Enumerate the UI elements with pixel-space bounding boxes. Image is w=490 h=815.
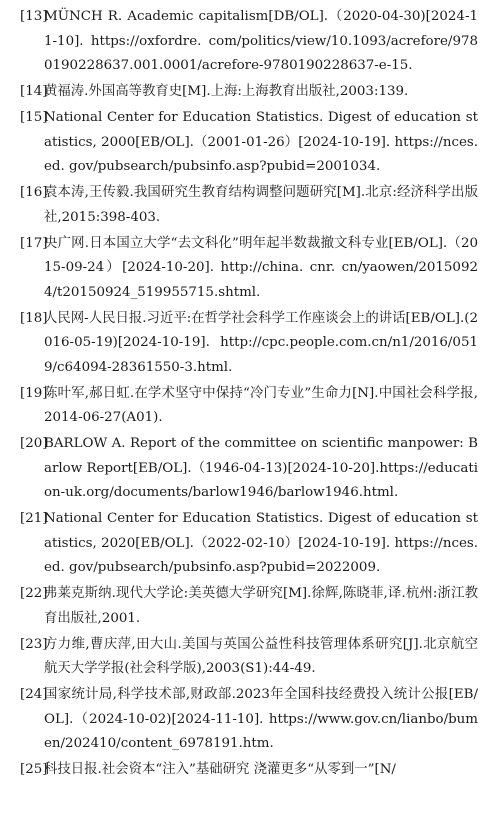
reference-text: 袁本涛,王传毅.我国研究生教育结构调整问题研究[M].北京:经济科学出版社,2015:398-403. [44, 185, 478, 225]
reference-number: [18] [20, 310, 48, 326]
reference-number: [23] [20, 636, 48, 652]
reference-number: [25] [20, 762, 48, 777]
reference-item [22, 307, 478, 381]
reference-text: 黄福涛.外国高等教育史[M].上海:上海教育出版社,2003:139. [44, 84, 409, 99]
reference-text: 央广网.日本国立大学“去文科化”明年起半数裁撤文科专业[EB/OL].（2015-09-24）[2024-10-20]. http://china. cnr. cn/yaowen/20150924/t20150924_519955715.shtml. [44, 235, 478, 300]
reference-number: [20] [20, 436, 48, 451]
reference-text: 科技日报.社会资本“注入”基础研究 浇灌更多“从零到一”[N/ [44, 762, 396, 777]
reference-item [22, 106, 478, 180]
reference-number: [13] [20, 9, 48, 24]
reference-number: [14] [20, 84, 48, 99]
reference-item [22, 582, 478, 631]
reference-text: 国家统计局,科学技术部,财政部.2023年全国科技经费投入统计公报[EB/OL].（2024-10-02)[2024-11-10]. https://www.gov.cn/lianbo/bumen/202410/content_6978191.htm. [44, 687, 478, 751]
reference-item [22, 432, 478, 506]
reference-item [22, 633, 478, 682]
reference-number: [24] [20, 687, 48, 702]
reference-number: [16] [20, 185, 48, 200]
reference-item [22, 181, 478, 230]
reference-text: National Center for Education Statistics. Digest of education statistics, 2000[EB/OL].（2001-01-26）[2024-10-19]. https://nces. ed. gov/pubsearch/pubsinfo.asp?pubid=2001034. [44, 110, 478, 174]
reference-list [22, 5, 478, 784]
reference-text: 人民网-人民日报.习近平:在哲学社会科学工作座谈会上的讲话[EB/OL].(2016-05-19)[2024-10-19]. http://cpc.people.com.cn/n1/2016/0519/c64094-28361550-3.html. [44, 310, 478, 375]
reference-number: [15] [20, 110, 48, 125]
reference-item [22, 5, 478, 79]
reference-item [22, 382, 478, 431]
reference-item [22, 232, 478, 306]
reference-number: [21] [20, 511, 48, 526]
reference-text: MÜNCH R. Academic capitalism[DB/OL].（2020-04-30)[2024-11-10]. https://oxfordre. com/politics/view/10.1093/acrefore/9780190228637.001.0001/acrefore-9780190228637-e-15. [44, 9, 478, 73]
reference-item [22, 507, 478, 581]
reference-number: [17] [20, 235, 48, 251]
reference-text: National Center for Education Statistics. Digest of education statistics, 2020[EB/OL].（2022-02-10）[2024-10-19]. https://nces. ed. gov/pubsearch/pubsinfo.asp?pubid=2022009. [44, 511, 478, 575]
reference-item [22, 683, 478, 757]
reference-item [22, 758, 478, 783]
reference-item [22, 80, 478, 105]
reference-text: 弗莱克斯纳.现代大学论:美英德大学研究[M].徐辉,陈晓菲,译.杭州:浙江教育出版社,2001. [44, 586, 478, 626]
reference-text: 陈叶军,郝日虹.在学术坚守中保持“冷门专业”生命力[N].中国社会科学报,2014-06-27(A01). [44, 385, 478, 425]
reference-number: [22] [20, 586, 48, 601]
reference-number: [19] [20, 385, 48, 401]
reference-text: 方力维,曹庆萍,田大山.美国与英国公益性科技管理体系研究[J].北京航空航天大学学报(社会科学版),2003(S1):44-49. [44, 636, 478, 676]
reference-text: BARLOW A. Report of the committee on scientific manpower: Barlow Report[EB/OL].（1946-04-13)[2024-10-20].https://education-uk.org/documents/barlow1946/barlow1946.html. [44, 436, 478, 500]
